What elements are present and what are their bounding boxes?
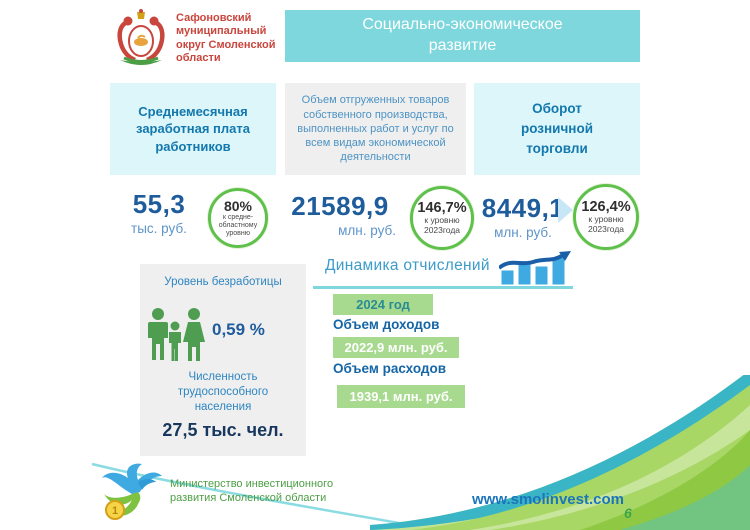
page-number: 6 — [624, 505, 632, 521]
badge-shipped-goods — [410, 186, 474, 250]
stat-salary — [112, 189, 206, 236]
dynamics-year-box: 2024 год — [333, 294, 433, 315]
expense-label: Объем расходов — [333, 361, 447, 376]
population-value: 27,5 тыс. чел. — [162, 420, 284, 440]
smolensk-coat-of-arms-icon — [112, 8, 170, 70]
unemployment-title: Уровень безработицы — [164, 276, 282, 288]
badge-salary — [208, 188, 268, 248]
stat-salary-unit: тыс. руб. — [131, 221, 187, 236]
ministry-bird-logo-icon — [98, 460, 166, 524]
svg-text:1: 1 — [111, 505, 119, 517]
badge-shipped-goods-label: к уровню 2023года — [423, 215, 461, 235]
unemployment-panel — [140, 264, 306, 456]
column-header-shipped-goods: Объем отгруженных товаров собственного производства, выполненных работ и услуг по всем видам экономической деятельности — [285, 83, 466, 175]
slide-title-bar — [285, 10, 640, 62]
badge-retail-value: 126,4% — [581, 199, 631, 216]
bar-chart-growth-icon — [499, 250, 573, 286]
population-label: Численность трудоспособного населения — [177, 371, 269, 413]
stat-shipped-goods-value: 21589,9 — [291, 191, 389, 221]
badge-salary-value: 80% — [223, 197, 253, 214]
column-header-salary: Среднемесячная заработная плата работников — [110, 83, 276, 175]
right-arrow-icon — [558, 197, 573, 223]
dynamics-title: Динамика отчислений — [325, 257, 490, 274]
stat-salary-value: 55,3 — [132, 189, 186, 219]
ministry-name: Министерство инвестиционного развития Смоленской области — [170, 478, 334, 505]
dynamics-divider — [313, 286, 573, 289]
stat-shipped-goods — [278, 191, 402, 238]
unemployment-rate: 0,59 % — [212, 320, 265, 339]
stat-retail-value: 8449,1 — [481, 193, 565, 223]
stat-shipped-goods-unit: млн. руб. — [338, 223, 396, 238]
badge-salary-label: к средне-областному уровню — [218, 213, 258, 238]
family-icon — [144, 306, 208, 364]
income-value-box: 2022,9 млн. руб. — [333, 337, 459, 358]
org-name: Сафоновский муниципальный округ Смоленской области — [176, 12, 276, 65]
stat-retail-unit: млн. руб. — [494, 225, 552, 240]
income-label: Объем доходов — [333, 317, 440, 332]
expense-value-box: 1939,1 млн. руб. — [337, 385, 465, 408]
badge-shipped-goods-value: 146,7% — [417, 200, 467, 217]
column-header-retail: Оборот розничной торговли — [474, 83, 640, 175]
slide-title: Социально-экономическое развитие — [362, 16, 563, 54]
website-link[interactable]: www.smolinvest.com — [472, 491, 624, 508]
badge-retail — [573, 184, 639, 250]
stat-retail — [477, 193, 569, 240]
badge-retail-label: к уровню 2023года — [587, 214, 625, 234]
